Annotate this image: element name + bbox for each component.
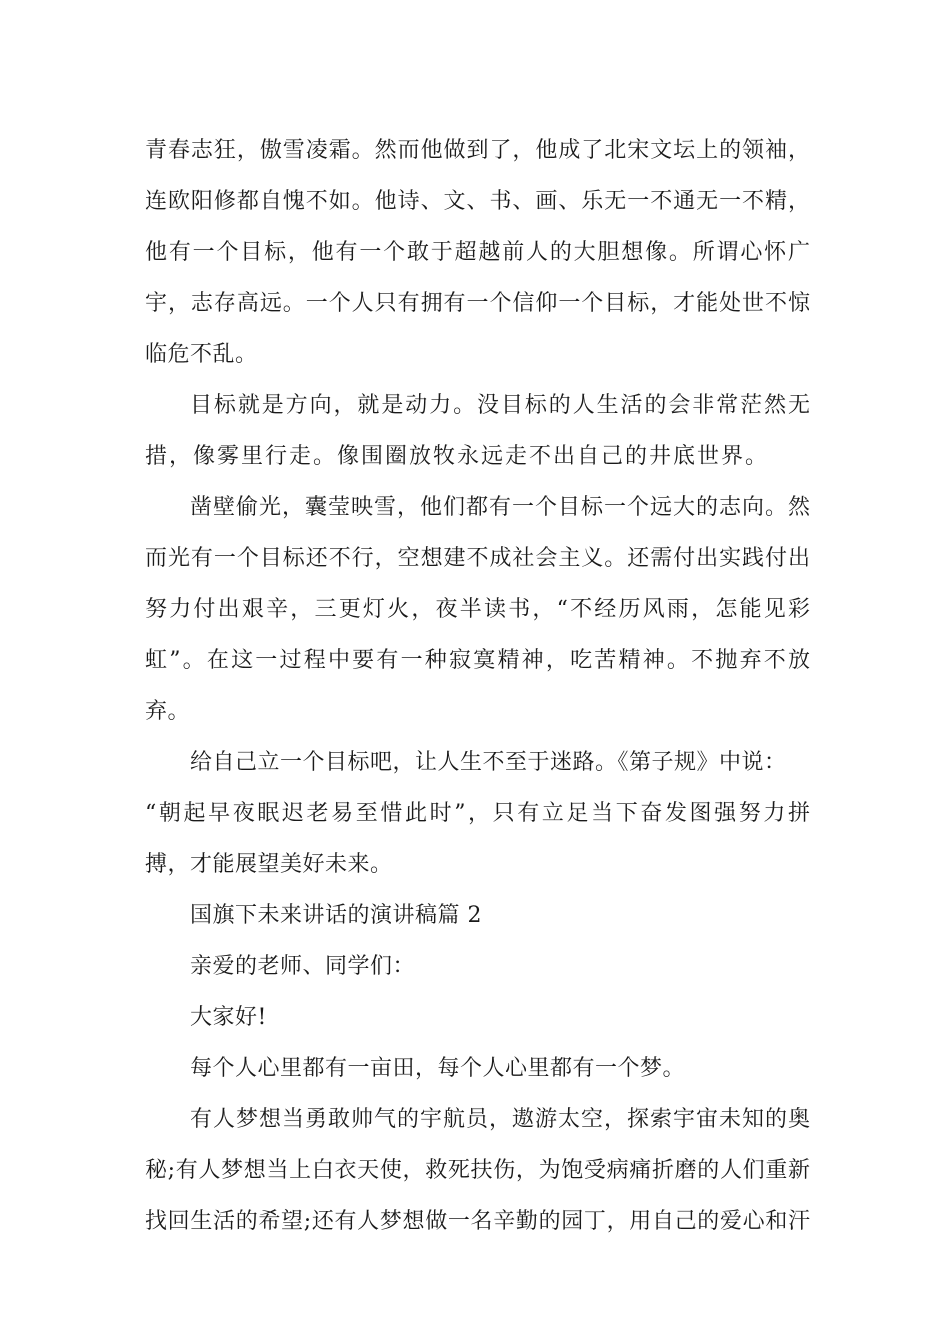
text-line: 弃。 [145,699,191,724]
text-line: 找回生活的希望;还有人梦想做一名辛勤的园丁，用自己的爱心和汗 [145,1209,810,1234]
text-line: 连欧阳修都自愧不如。他诗、文、书、画、乐无一不通无一不精， [145,189,810,214]
text-line: 措，像雾里行走。像围圈放牧永远走不出自己的井底世界。 [145,444,770,469]
text-line: 给自己立一个目标吧，让人生不至于迷路。《第子规》中说： [190,750,787,775]
text-line: 搏，才能展望美好未来。 [145,852,393,877]
section-heading: 国旗下未来讲话的演讲稿篇 2 [190,903,482,928]
text-line: 凿壁偷光，囊莹映雪，他们都有一个目标一个远大的志向。然 [190,495,810,520]
text-line: 努力付出艰辛，三更灯火，夜半读书，“不经历风雨，怎能见彩 [145,597,810,622]
text-line: 而光有一个目标还不行，空想建不成社会主义。还需付出实践付出 [145,546,810,571]
text-line: 宇，志存高远。一个人只有拥有一个信仰一个目标，才能处世不惊 [145,291,810,316]
text-line: 秘;有人梦想当上白衣天使，救死扶伤，为饱受病痛折磨的人们重新 [145,1158,810,1183]
salutation: 亲爱的老师、同学们： [190,954,416,979]
text-line: 他有一个目标，他有一个敢于超越前人的大胆想像。所谓心怀广 [145,240,810,265]
text-line: 虹”。在这一过程中要有一种寂寞精神，吃苦精神。不抛弃不放 [145,648,810,673]
text-line: 目标就是方向，就是动力。没目标的人生活的会非常茫然无 [190,393,810,418]
greeting: 大家好! [190,1005,267,1030]
text-line: 青春志狂，傲雪凌霜。然而他做到了，他成了北宋文坛上的领袖， [145,138,810,163]
text-line: 每个人心里都有一亩田，每个人心里都有一个梦。 [190,1056,686,1081]
text-line: “朝起早夜眠迟老易至惜此时”，只有立足当下奋发图强努力拼 [145,801,810,826]
text-line: 有人梦想当勇敢帅气的宇航员，遨游太空，探索宇宙未知的奥 [190,1107,810,1132]
text-line: 临危不乱。 [145,342,258,367]
